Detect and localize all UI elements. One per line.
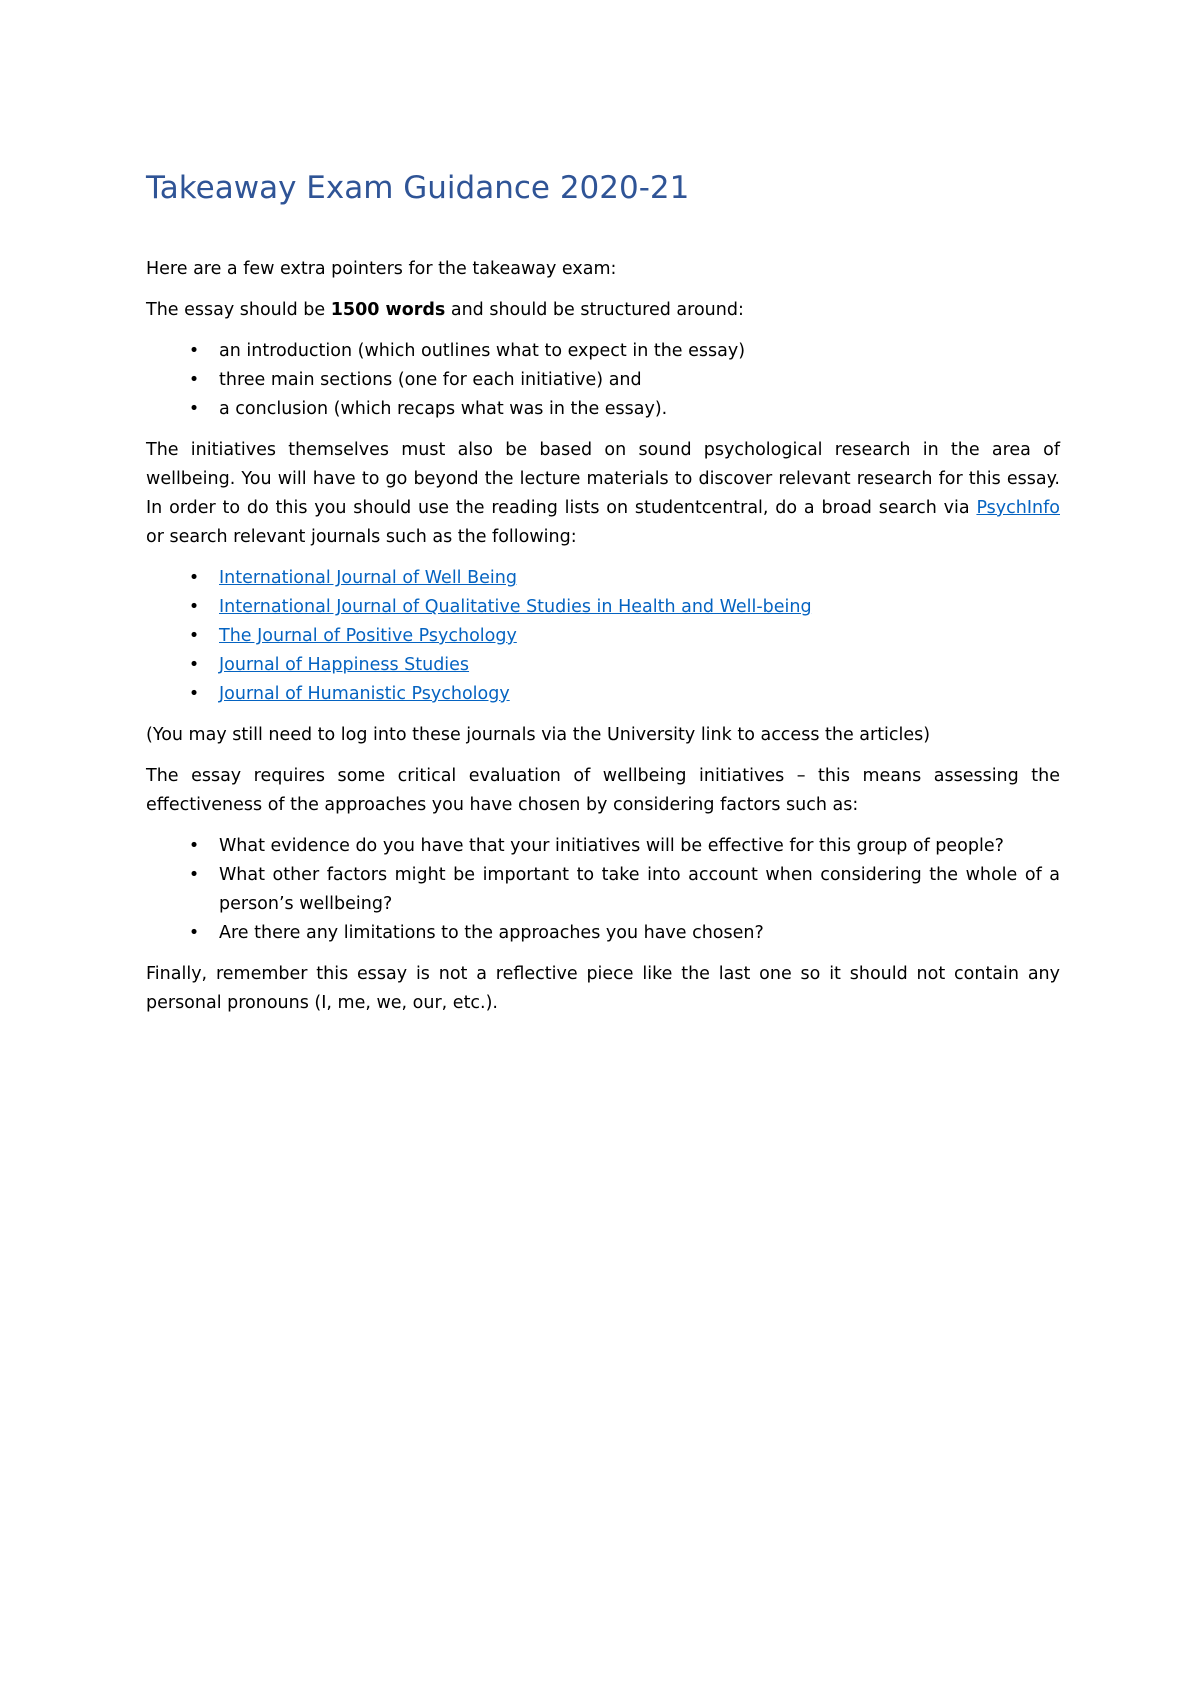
document-body [146, 168, 1060, 1030]
bullet-icon: • [188, 684, 200, 704]
bullet-icon: • [188, 341, 200, 361]
essay-length-text-after: and should be structured around: [445, 300, 744, 320]
bullet-icon: • [188, 655, 200, 675]
list-item [146, 651, 1060, 680]
evaluation-paragraph: The essay requires some critical evaluation of wellbeing initiatives – this means assessing the effectiveness of the approaches you have chosen by considering factors such as: [146, 766, 1060, 815]
list-item [146, 861, 1060, 919]
list-item [146, 337, 1060, 366]
list-item-text: What evidence do you have that your initiatives will be effective for this group of people? [219, 836, 1004, 856]
login-note: (You may still need to log into these journals via the University link to access the articles) [146, 725, 931, 745]
journal-link-positive-psychology[interactable]: The Journal of Positive Psychology [219, 626, 517, 646]
bullet-icon: • [188, 923, 200, 943]
bullet-icon: • [188, 865, 200, 885]
list-item [146, 680, 1060, 709]
bullet-icon: • [188, 370, 200, 390]
essay-length-paragraph [146, 296, 1060, 325]
bullet-icon: • [188, 399, 200, 419]
list-item-text: Are there any limitations to the approaches you have chosen? [219, 923, 764, 943]
bullet-icon: • [188, 597, 200, 617]
list-item [146, 622, 1060, 651]
journal-link-well-being[interactable]: International Journal of Well Being [219, 568, 517, 588]
list-item-text: What other factors might be important to take into account when considering the whole of a person’s wellbeing? [219, 865, 1060, 914]
research-text-before: The initiatives themselves must also be based on sound psychological research in the area of wellbeing. You will have to go beyond the lecture materials to discover relevant research for this essay. In order to do this you should use the reading lists on studentcentral, do a broad search via [146, 440, 1060, 518]
psychinfo-link[interactable]: PsychInfo [976, 498, 1060, 518]
word-count-emphasis: 1500 words [330, 300, 446, 320]
list-item [146, 919, 1060, 948]
list-item [146, 366, 1060, 395]
intro-paragraph: Here are a few extra pointers for the takeaway exam: [146, 259, 617, 279]
list-item [146, 395, 1060, 424]
evaluation-list [146, 832, 1060, 948]
list-item-text: an introduction (which outlines what to expect in the essay) [219, 341, 746, 361]
journal-link-humanistic-psychology[interactable]: Journal of Humanistic Psychology [219, 684, 510, 704]
journal-link-happiness-studies[interactable]: Journal of Happiness Studies [219, 655, 470, 675]
page-title: Takeaway Exam Guidance 2020-21 [146, 170, 690, 206]
journal-link-qualitative-studies[interactable]: International Journal of Qualitative Studies in Health and Well-being [219, 597, 812, 617]
list-item [146, 593, 1060, 622]
structure-list [146, 337, 1060, 424]
list-item [146, 564, 1060, 593]
research-text-after: or search relevant journals such as the following: [146, 527, 577, 547]
bullet-icon: • [188, 568, 200, 588]
essay-length-text-before: The essay should be [146, 300, 331, 320]
list-item [146, 832, 1060, 861]
bullet-icon: • [188, 836, 200, 856]
bullet-icon: • [188, 626, 200, 646]
list-item-text: a conclusion (which recaps what was in the essay). [219, 399, 668, 419]
research-paragraph [146, 436, 1060, 552]
journal-list [146, 564, 1060, 709]
list-item-text: three main sections (one for each initiative) and [219, 370, 642, 390]
final-paragraph: Finally, remember this essay is not a reflective piece like the last one so it should not contain any personal pronouns (I, me, we, our, etc.). [146, 964, 1060, 1013]
